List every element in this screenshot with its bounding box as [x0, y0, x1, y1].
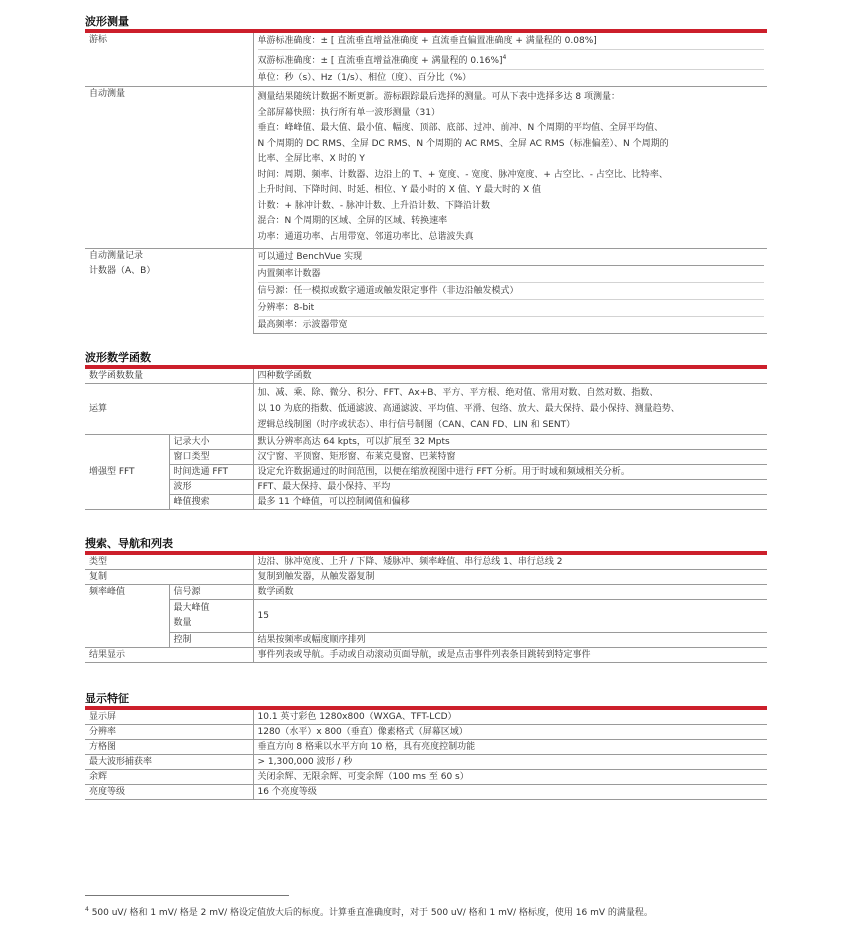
table-row: [85, 555, 767, 570]
table-row: [85, 465, 767, 480]
spec-table: [85, 710, 767, 800]
row-label: 增强型 FFT: [85, 435, 169, 510]
table-row: [85, 710, 767, 725]
row-value: 四种数学函数: [253, 369, 767, 384]
sub-label: 窗口类型: [169, 450, 253, 465]
sub-label: [169, 600, 253, 633]
value-line: 功率：通道功率、占用带宽、邻道功率比、总谐波失真: [257, 231, 474, 242]
section-title: 波形测量: [85, 15, 129, 28]
row-label: 数学函数数量: [85, 369, 253, 384]
value-line: 单位：秒（s）、Hz（1/s）、相位（度）、百分比（%）: [257, 73, 472, 83]
sub-label: 时间选通 FFT: [169, 465, 253, 480]
table-row: [85, 785, 767, 800]
sub-label: 控制: [169, 633, 253, 648]
table-row: [85, 633, 767, 648]
footnote-ref: 4: [502, 54, 507, 61]
row-value: 10.1 英寸彩色 1280x800（WXGA、TFT-LCD）: [253, 710, 767, 725]
table-row: [85, 480, 767, 495]
table-row: [85, 87, 767, 249]
value-line: 上升时间、下降时间、时延、相位、Y 最小时的 X 值、Y 最大时的 X 值: [257, 185, 541, 195]
row-label: 结果显示: [85, 648, 253, 663]
footnote-divider: [85, 895, 289, 896]
row-label: 自动测量: [85, 87, 253, 249]
section-waveform-math: [85, 351, 767, 510]
value-line: 单游标准确度：± [ 直流垂直增益准确度 + 直流垂直偏置准确度 + 满量程的 0.08%]: [258, 33, 765, 50]
spec-table: [85, 555, 767, 663]
spec-table: [85, 369, 767, 510]
row-value: 16 个亮度等级: [253, 785, 767, 800]
spec-table: [85, 33, 767, 334]
table-row: [85, 33, 767, 87]
label-text: 计数器（A、B）: [89, 266, 156, 276]
row-value: [253, 87, 767, 249]
row-label: 复制: [85, 570, 253, 585]
row-value: FFT、最大保持、最小保持、平均: [253, 480, 767, 495]
row-value: 关闭余辉、无限余辉、可变余辉（100 ms 至 60 s）: [253, 770, 767, 785]
value-line: 分辨率：8-bit: [258, 300, 765, 317]
table-row: [85, 770, 767, 785]
row-value: 15: [253, 600, 767, 633]
row-value: [253, 33, 767, 87]
row-label: 亮度等级: [85, 785, 253, 800]
row-value: 默认分辨率高达 64 kpts，可以扩展至 32 Mpts: [253, 435, 767, 450]
table-row: [85, 755, 767, 770]
row-label: 运算: [85, 384, 253, 435]
footnote-mark: 4: [85, 906, 89, 913]
row-value: 结果按频率或幅度顺序排列: [253, 633, 767, 648]
section-display-features: [85, 692, 767, 800]
value-line: 加、减、乘、除、微分、积分、FFT、Ax+B、平方、平方根、绝对值、常用对数、自然对数、指数、: [257, 388, 659, 398]
value-line: 比率、全屏比率、X 时的 Y: [257, 154, 365, 164]
row-value: 汉宁窗、平顶窗、矩形窗、布莱克曼窗、巴莱特窗: [253, 450, 767, 465]
section-title: 搜索、导航和列表: [85, 537, 173, 550]
row-value: 事件列表或导航。手动或自动滚动页面导航，或是点击事件列表条目跳转到特定事件: [253, 648, 767, 663]
value-line: 可以通过 BenchVue 实现: [258, 249, 765, 266]
sub-label: 峰值搜索: [169, 495, 253, 510]
label-text: 自动测量记录: [89, 251, 144, 261]
section-title: 波形数学函数: [85, 351, 151, 364]
value-line: N 个周期的 DC RMS、全屏 DC RMS、N 个周期的 AC RMS、全屏 AC RMS（标准偏差）、N 个周期的: [257, 138, 669, 149]
row-label: 分辨率: [85, 725, 253, 740]
value-line: 计数：+ 脉冲计数、- 脉冲计数、上升沿计数、下降沿计数: [257, 200, 491, 211]
footnote-text: 500 uV/ 格和 1 mV/ 格是 2 mV/ 格设定值放大后的标度。计算垂直准确度时，对于 500 uV/ 格和 1 mV/ 格标度，使用 16 mV 的满量程。: [88, 908, 653, 918]
value-line: 逻辑总线制图（时序或状态）、串行信号制图（CAN、CAN FD、LIN 和 SENT）: [257, 420, 576, 430]
label-text: 最大峰值: [173, 603, 210, 613]
row-value: 最多 11 个峰值，可以控制阈值和偏移: [253, 495, 767, 510]
value-line: 以 10 为底的指数、低通滤波、高通滤波、平均值、平滑、包络、放大、最大保持、最小保持、测量趋势、: [257, 404, 680, 414]
table-row: [85, 648, 767, 663]
footnote: [85, 905, 653, 918]
table-row: [85, 570, 767, 585]
label-text: 数量: [173, 618, 192, 628]
table-row: [85, 435, 767, 450]
value-line: [258, 50, 765, 70]
table-row: [85, 249, 767, 334]
value-line: 混合：N 个周期的区域、全屏的区域、转换速率: [257, 216, 448, 226]
row-label: 游标: [85, 33, 253, 87]
row-label: 方格图: [85, 740, 253, 755]
value-block: [258, 88, 765, 247]
section-waveform-measurement: [85, 15, 767, 334]
row-value: > 1,300,000 波形 / 秒: [253, 755, 767, 770]
row-value: 垂直方向 8 格乘以水平方向 10 格，具有亮度控制功能: [253, 740, 767, 755]
section-title: 显示特征: [85, 692, 129, 705]
value-line: 测量结果随统计数据不断更新。游标跟踪最后选择的测量。可从下表中选择多达 8 项测量：: [257, 92, 620, 102]
row-value: 1280（水平）x 800（垂直）像素格式（屏幕区域）: [253, 725, 767, 740]
row-value: [253, 249, 767, 334]
sub-label: 记录大小: [169, 435, 253, 450]
row-label: 显示屏: [85, 710, 253, 725]
value-line: 垂直：峰峰值、最大值、最小值、幅度、顶部、底部、过冲、前冲、N 个周期的平均值、全屏平均值、: [257, 123, 664, 133]
table-row: [85, 369, 767, 384]
row-value: 复制到触发器，从触发器复制: [253, 570, 767, 585]
table-row: [85, 495, 767, 510]
row-value: [253, 384, 767, 435]
value-line: 全部屏幕快照：执行所有单一波形测量（31）: [257, 107, 440, 118]
row-value: 数学函数: [253, 585, 767, 600]
value-line: 时间：周期、频率、计数器、边沿上的 T、+ 宽度、- 宽度、脉冲宽度、+ 占空比、- 占空比、比特率、: [257, 169, 668, 180]
table-row: [85, 450, 767, 465]
table-row: [85, 725, 767, 740]
row-value: 边沿、脉冲宽度、上升 / 下降、矮脉冲、频率峰值、串行总线 1、串行总线 2: [253, 555, 767, 570]
value-line: 信号源：任一模拟或数字通道或触发限定事件（非边沿触发模式）: [258, 283, 765, 300]
value-text: 双游标准确度：± [ 直流垂直增益准确度 + 满量程的 0.16%]: [257, 56, 503, 66]
table-row: [85, 585, 767, 600]
value-line: 内置频率计数器: [258, 266, 765, 283]
value-line: 最高频率：示波器带宽: [257, 320, 348, 330]
row-label: 频率峰值: [85, 585, 169, 648]
row-label: 类型: [85, 555, 253, 570]
row-label: [85, 249, 253, 334]
table-row: [85, 384, 767, 435]
row-value: 设定允许数据通过的时间范围，以便在缩放视图中进行 FFT 分析。用于时域和频域相关分析。: [253, 465, 767, 480]
section-search-navigation: [85, 537, 767, 663]
table-row: [85, 740, 767, 755]
sub-label: 信号源: [169, 585, 253, 600]
table-row: [85, 600, 767, 633]
row-label: 最大波形捕获率: [85, 755, 253, 770]
row-label: 余辉: [85, 770, 253, 785]
sub-label: 波形: [169, 480, 253, 495]
